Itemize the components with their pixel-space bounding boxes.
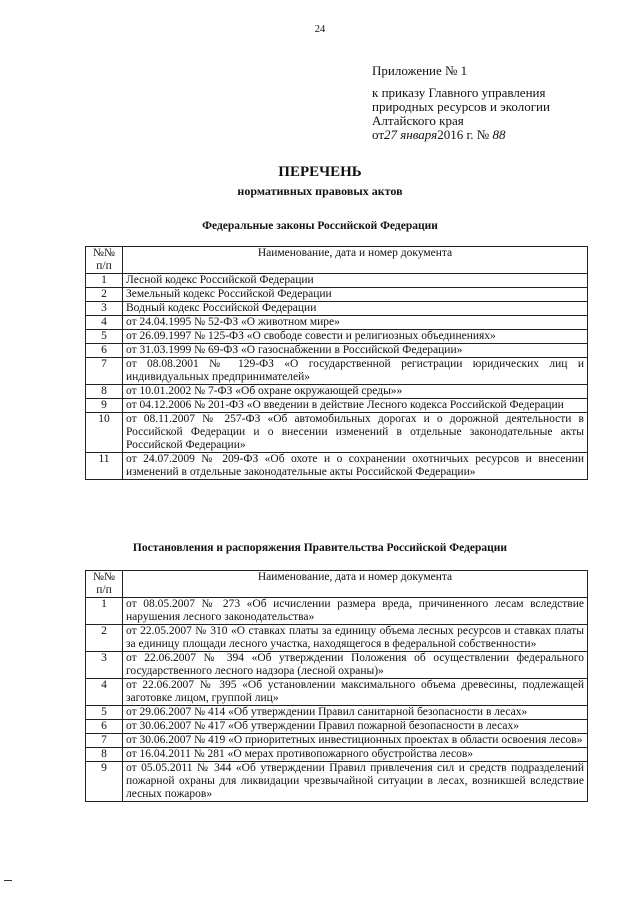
row-text: от 22.05.2007 № 310 «О ставках платы за единицу объема лесных ресурсов и ставках платы за единицу площади лесного участка, находящегося в федеральной собственности»	[123, 625, 588, 652]
row-number: 3	[86, 652, 123, 679]
appendix-block	[372, 64, 622, 142]
row-number: 8	[86, 385, 123, 399]
table-row	[86, 720, 588, 734]
row-text: Земельный кодекс Российской Федерации	[123, 288, 588, 302]
table-row	[86, 734, 588, 748]
table-row	[86, 302, 588, 316]
row-text: от 10.01.2002 № 7-ФЗ «Об охране окружающей среды»»	[123, 385, 588, 399]
row-text: от 08.05.2007 № 273 «Об исчислении размера вреда, причиненного лесам вследствие нарушения лесного законодательства»	[123, 598, 588, 625]
row-text: от 04.12.2006 № 201-ФЗ «О введении в действие Лесного кодекса Российской Федерации	[123, 399, 588, 413]
row-number: 1	[86, 274, 123, 288]
table-row	[86, 453, 588, 480]
table-row	[86, 762, 588, 802]
row-text: от 08.08.2001 № 129-ФЗ «О государственной регистрации юридических лиц и индивидуальных предпринимателей»	[123, 358, 588, 385]
handwritten-number: 88	[492, 127, 506, 142]
row-number: 5	[86, 706, 123, 720]
table-row	[86, 274, 588, 288]
table-row	[86, 748, 588, 762]
table-row	[86, 330, 588, 344]
row-number: 11	[86, 453, 123, 480]
table-row	[86, 625, 588, 652]
table-row	[86, 598, 588, 625]
appendix-region-line: Алтайского края	[372, 113, 464, 128]
handwritten-date: 27 января	[384, 127, 438, 142]
row-number: 4	[86, 316, 123, 330]
row-text: от 24.04.1995 № 52-ФЗ «О животном мире»	[123, 316, 588, 330]
row-text: Лесной кодекс Российской Федерации	[123, 274, 588, 288]
row-number: 9	[86, 399, 123, 413]
row-number: 9	[86, 762, 123, 802]
row-text: от 05.05.2011 № 344 «Об утверждении Правил привлечения сил и средств подразделений пожарной охраны для ликвидации чрезвычайной ситуации в лесах, возникшей вследствие лесных пожаров»	[123, 762, 588, 802]
row-number: 6	[86, 344, 123, 358]
table-row	[86, 358, 588, 385]
row-number: 7	[86, 358, 123, 385]
table-row	[86, 385, 588, 399]
table-row	[86, 413, 588, 453]
section-heading-federal-laws: Федеральные законы Российской Федерации	[202, 220, 438, 232]
row-number: 6	[86, 720, 123, 734]
column-header-number: №№ п/п	[86, 571, 123, 598]
row-text: от 16.04.2011 № 281 «О мерах противопожарного обустройства лесов»	[123, 748, 588, 762]
row-text: Водный кодекс Российской Федерации	[123, 302, 588, 316]
table-row	[86, 399, 588, 413]
column-header-number: №№ п/п	[86, 247, 123, 274]
row-text: от 30.06.2007 № 417 «Об утверждении Правил пожарной безопасности в лесах»	[123, 720, 588, 734]
row-text: от 26.09.1997 № 125-ФЗ «О свободе совести и религиозных объединениях»	[123, 330, 588, 344]
section-heading-government-acts: Постановления и распоряжения Правительства Российской Федерации	[132, 542, 508, 554]
column-header-name: Наименование, дата и номер документа	[123, 571, 588, 598]
scan-edge-mark	[4, 880, 12, 881]
row-text: от 08.11.2007 № 257-ФЗ «Об автомобильных дорогах и о дорожной деятельности в Российской Федерации и о внесении изменений в отдельные законодательные акты Российской Федерации»	[123, 413, 588, 453]
row-number: 5	[86, 330, 123, 344]
row-number: 1	[86, 598, 123, 625]
column-header-name: Наименование, дата и номер документа	[123, 247, 588, 274]
table-row	[86, 344, 588, 358]
date-prefix: от	[372, 127, 385, 142]
date-year: 2016 г. №	[437, 127, 490, 142]
table-row	[86, 288, 588, 302]
row-number: 4	[86, 679, 123, 706]
appendix-org-line: природных ресурсов и экологии	[372, 99, 550, 114]
row-text: от 22.06.2007 № 394 «Об утверждении Положения об осуществлении федерального государственного лесного надзора (лесной охраны)»	[123, 652, 588, 679]
row-text: от 29.06.2007 № 414 «Об утверждении Правил санитарной безопасности в лесах»	[123, 706, 588, 720]
row-text: от 22.06.2007 № 395 «Об установлении максимального объема древесины, подлежащей заготовке лицом, группой лиц»	[123, 679, 588, 706]
table-row	[86, 316, 588, 330]
table-row	[86, 706, 588, 720]
row-number: 8	[86, 748, 123, 762]
row-text: от 30.06.2007 № 419 «О приоритетных инвестиционных проектах в области освоения лесов»	[123, 734, 588, 748]
table-row	[86, 679, 588, 706]
document-subtitle: нормативных правовых актов	[237, 184, 403, 198]
document-title: ПЕРЕЧЕНЬ	[278, 164, 362, 180]
government-acts-table	[85, 570, 588, 802]
row-text: от 24.07.2009 № 209-ФЗ «Об охоте и о сохранении охотничьих ресурсов и внесении изменений в отдельные законодательные акты Российской Федерации»	[123, 453, 588, 480]
row-text: от 31.03.1999 № 69-ФЗ «О газоснабжении в Российской Федерации»	[123, 344, 588, 358]
row-number: 2	[86, 288, 123, 302]
page-number: 24	[314, 24, 326, 35]
appendix-date-line	[372, 128, 622, 142]
table-row	[86, 652, 588, 679]
row-number: 3	[86, 302, 123, 316]
row-number: 7	[86, 734, 123, 748]
table-header-row	[86, 571, 588, 598]
appendix-title: Приложение № 1	[372, 63, 468, 78]
row-number: 10	[86, 413, 123, 453]
appendix-order-line: к приказу Главного управления	[372, 85, 546, 100]
row-number: 2	[86, 625, 123, 652]
federal-laws-table	[85, 246, 588, 480]
table-header-row	[86, 247, 588, 274]
